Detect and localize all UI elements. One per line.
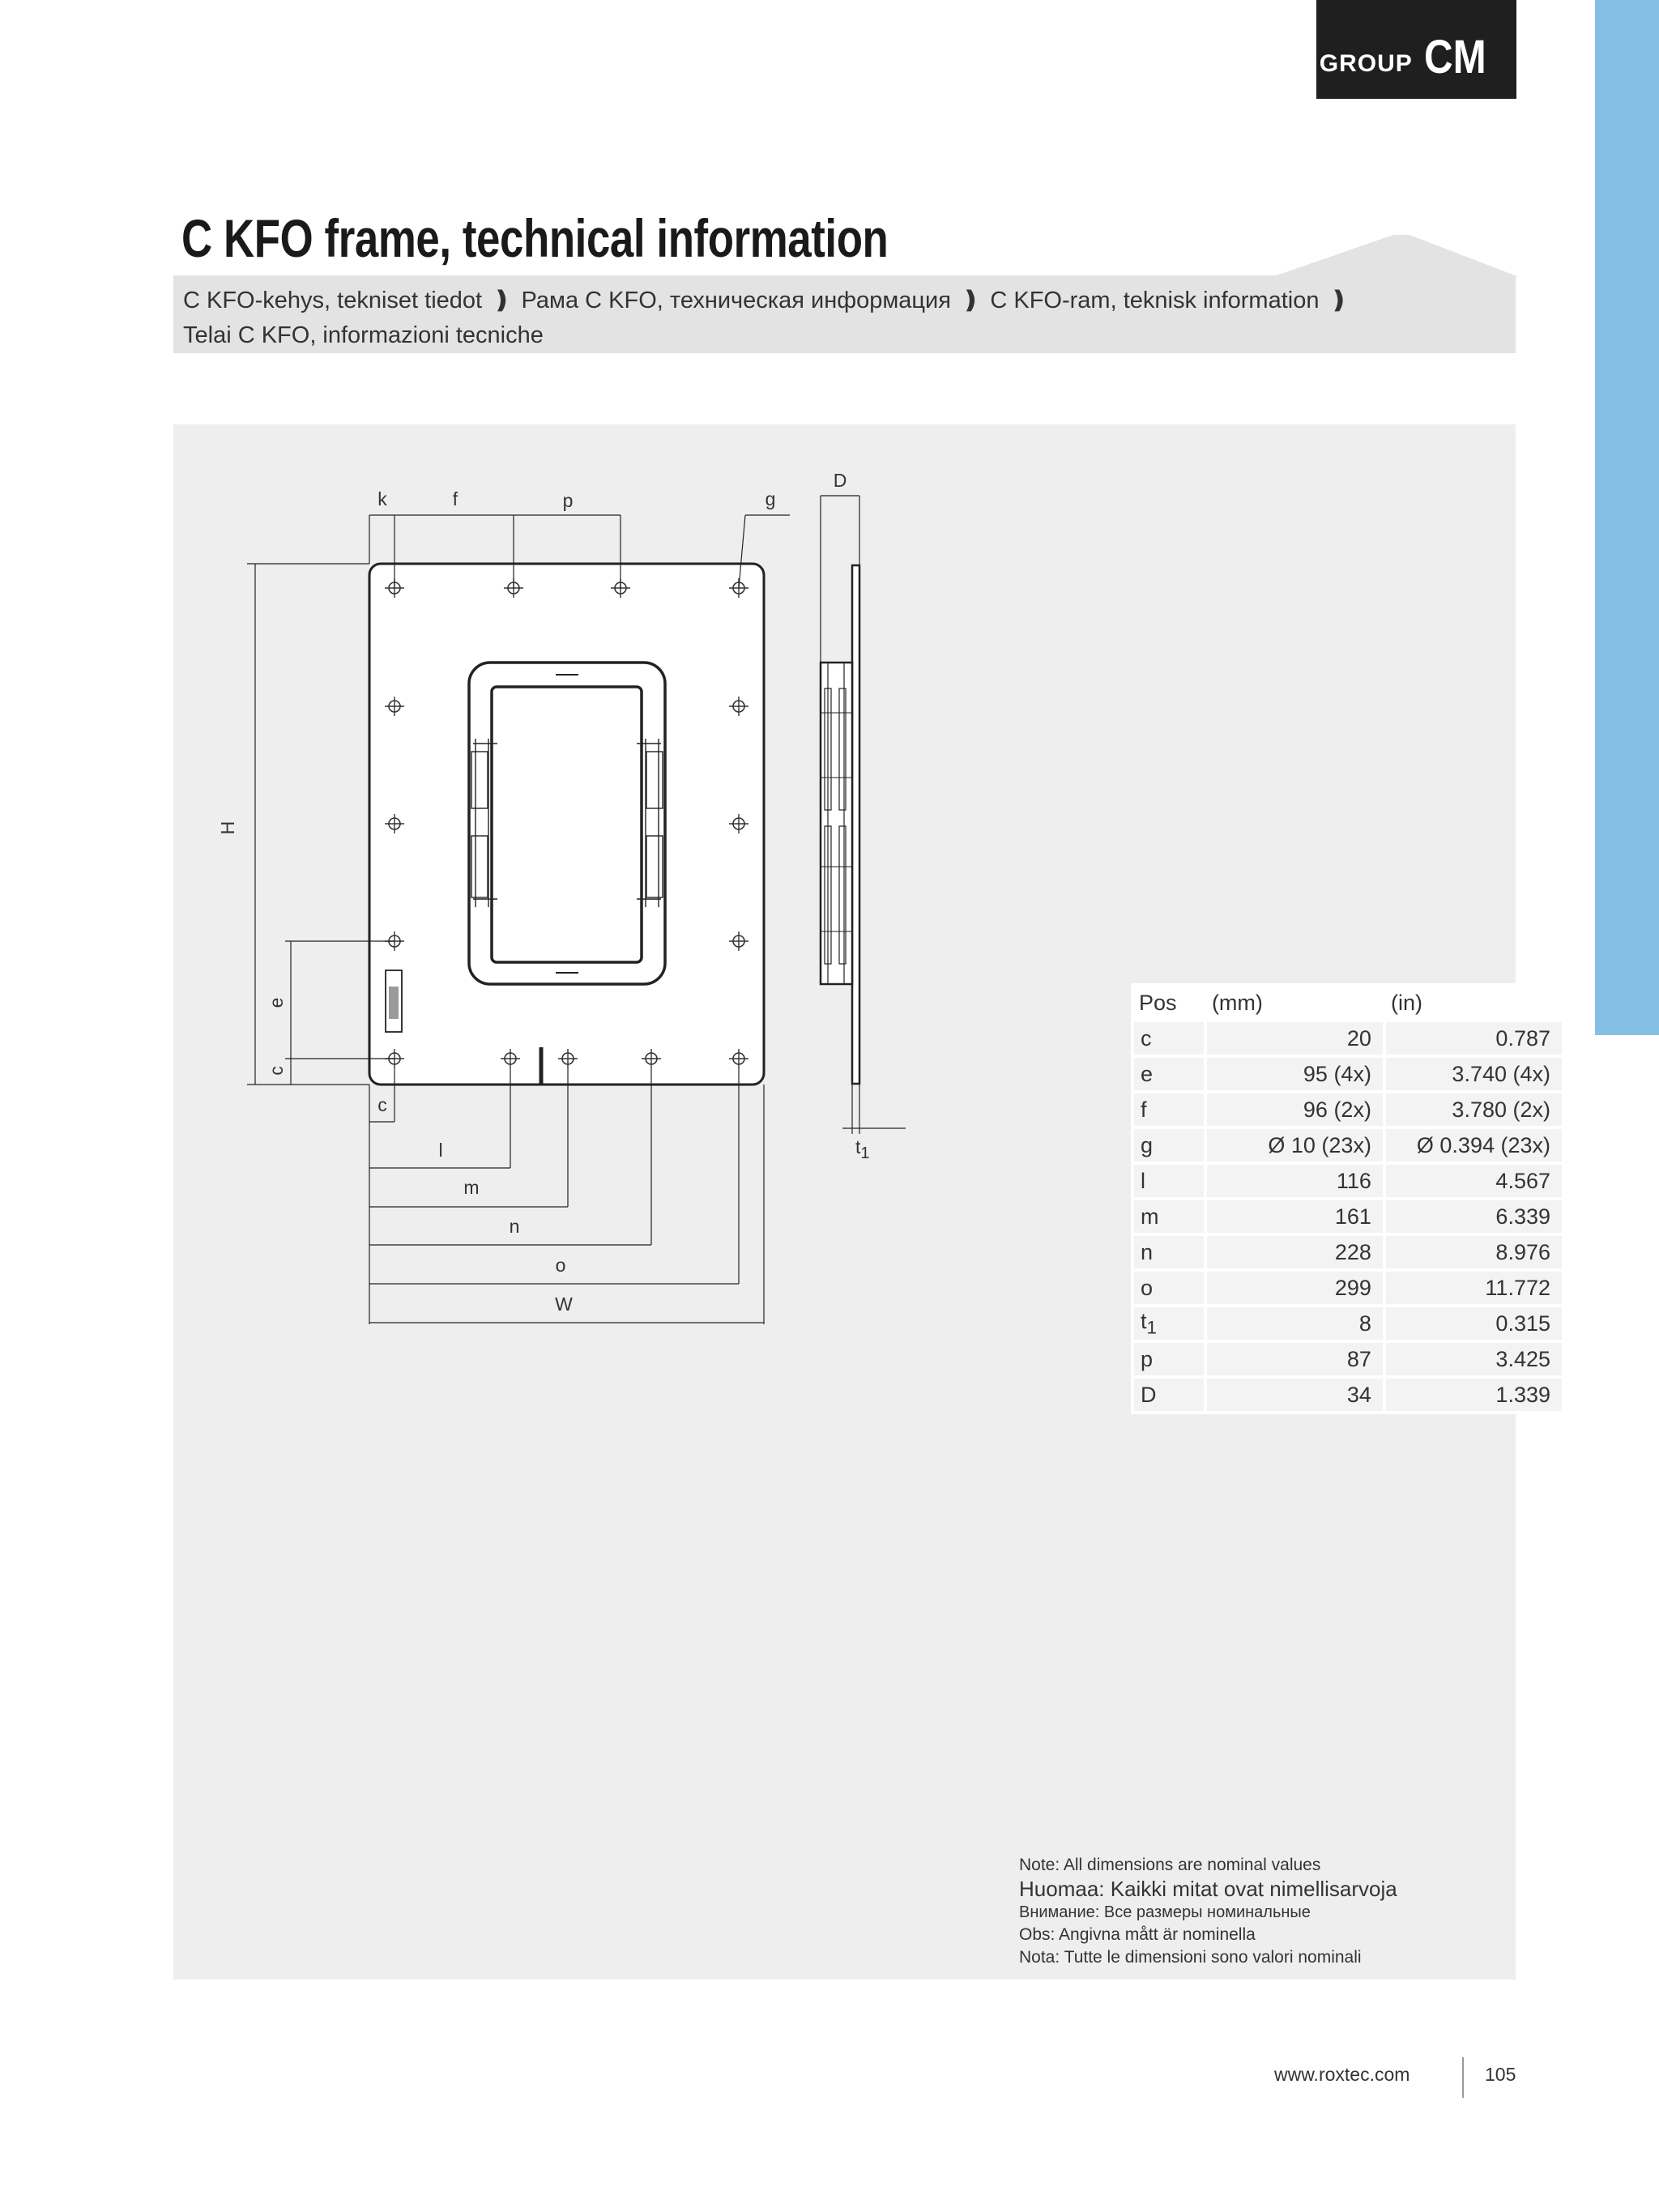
table-row — [1134, 1022, 1562, 1055]
footer-divider — [1462, 2057, 1464, 2098]
dim-label-c-left: c — [266, 1066, 287, 1076]
dimension-spec-table — [1131, 983, 1565, 1414]
row-pos: n — [1134, 1236, 1204, 1268]
frame-side-view — [821, 565, 859, 1084]
subtitle-separator: ❫ — [492, 288, 512, 313]
row-mm: 161 — [1207, 1200, 1383, 1233]
side-index-tab — [1595, 0, 1659, 1035]
group-code: CM — [1423, 31, 1486, 83]
row-in: 3.780 (2x) — [1386, 1093, 1562, 1126]
page-title: C KFO frame, technical information — [181, 208, 889, 268]
dim-label-k: k — [377, 488, 387, 509]
subtitle-it: Telai C KFO, informazioni tecniche — [183, 322, 544, 348]
dim-label-p: p — [562, 490, 574, 511]
dim-label-m: m — [463, 1177, 480, 1198]
col-header-in: (in) — [1390, 990, 1422, 1015]
row-pos: l — [1134, 1165, 1204, 1197]
row-in: 3.425 — [1386, 1343, 1562, 1375]
header-roof-shape — [1272, 235, 1519, 277]
table-row — [1134, 1200, 1562, 1233]
row-pos: p — [1134, 1343, 1204, 1375]
table-row — [1134, 1307, 1562, 1340]
table-row — [1134, 1343, 1562, 1375]
col-header-pos: Pos — [1139, 990, 1177, 1015]
dim-label-o: o — [555, 1255, 566, 1276]
table-row — [1134, 1165, 1562, 1197]
row-mm: Ø 10 (23x) — [1207, 1129, 1383, 1161]
subtitle-separator: ❫ — [1328, 288, 1349, 313]
table-row — [1134, 1379, 1562, 1411]
dim-label-g: g — [765, 488, 776, 509]
frame-outer-plate — [369, 564, 764, 1085]
row-mm: 299 — [1207, 1272, 1383, 1304]
table-row — [1134, 1129, 1562, 1161]
row-in: 0.787 — [1386, 1022, 1562, 1055]
subtitle-sv: C KFO-ram, teknisk information — [990, 288, 1320, 313]
row-pos: f — [1134, 1093, 1204, 1126]
dim-label-H: H — [217, 820, 238, 835]
row-mm: 228 — [1207, 1236, 1383, 1268]
dim-label-e: e — [266, 997, 287, 1008]
note-ru: Внимание: Все размеры номинальные — [1019, 1903, 1311, 1921]
row-in: 0.315 — [1386, 1307, 1562, 1340]
footer-website-link[interactable]: www.roxtec.com — [1274, 2064, 1410, 2085]
row-in: 8.976 — [1386, 1236, 1562, 1268]
note-sv: Obs: Angivna mått är nominella — [1019, 1925, 1256, 1944]
row-in: 4.567 — [1386, 1165, 1562, 1197]
row-in: 1.339 — [1386, 1379, 1562, 1411]
table-header-row — [1134, 987, 1562, 1019]
row-mm: 8 — [1207, 1307, 1383, 1340]
subtitle-fi: C KFO-kehys, tekniset tiedot — [183, 288, 483, 313]
table-row — [1134, 1236, 1562, 1268]
row-in: 11.772 — [1386, 1272, 1562, 1304]
group-prefix: GROUP — [1319, 50, 1413, 77]
page-number: 105 — [1485, 2064, 1516, 2085]
row-mm: 116 — [1207, 1165, 1383, 1197]
technical-panel — [173, 424, 1550, 1980]
col-header-mm: (mm) — [1211, 990, 1263, 1015]
dim-label-t1: t1 — [855, 1136, 870, 1162]
dim-label-D: D — [833, 470, 847, 491]
note-en: Note: All dimensions are nominal values — [1019, 1856, 1321, 1874]
row-pos: c — [1134, 1022, 1204, 1055]
note-it: Nota: Tutte le dimensioni sono valori nominali — [1019, 1948, 1362, 1967]
dim-label-l: l — [438, 1140, 443, 1161]
dimension-notes — [1019, 1854, 1397, 1969]
frame-technical-drawing — [173, 424, 983, 1356]
table-row — [1134, 1272, 1562, 1304]
row-in: 3.740 (4x) — [1386, 1058, 1562, 1090]
row-pos: m — [1134, 1200, 1204, 1233]
row-pos: o — [1134, 1272, 1204, 1304]
subtitle-ru: Рама C KFO, техническая информация — [521, 288, 951, 313]
row-in: Ø 0.394 (23x) — [1386, 1129, 1562, 1161]
row-mm: 34 — [1207, 1379, 1383, 1411]
bottom-dimension-lines — [369, 1068, 764, 1324]
row-pos: g — [1134, 1129, 1204, 1161]
dim-label-f: f — [452, 488, 458, 509]
subtitle-translations — [183, 283, 1479, 353]
dim-label-W: W — [555, 1294, 573, 1315]
row-pos: $t_1$ — [1134, 1307, 1204, 1340]
note-fi: Huomaa: Kaikki mitat ovat nimellisarvoja — [1019, 1877, 1397, 1901]
row-mm: 20 — [1207, 1022, 1383, 1055]
group-badge — [1316, 0, 1516, 99]
dim-label-c-bottom: c — [377, 1094, 387, 1115]
row-pos: e — [1134, 1058, 1204, 1090]
row-pos: D — [1134, 1379, 1204, 1411]
row-mm: 96 (2x) — [1207, 1093, 1383, 1126]
row-mm: 87 — [1207, 1343, 1383, 1375]
table-row — [1134, 1058, 1562, 1090]
subtitle-separator: ❫ — [960, 288, 981, 313]
table-row — [1134, 1093, 1562, 1126]
row-mm: 95 (4x) — [1207, 1058, 1383, 1090]
dim-label-n: n — [509, 1216, 520, 1237]
row-in: 6.339 — [1386, 1200, 1562, 1233]
